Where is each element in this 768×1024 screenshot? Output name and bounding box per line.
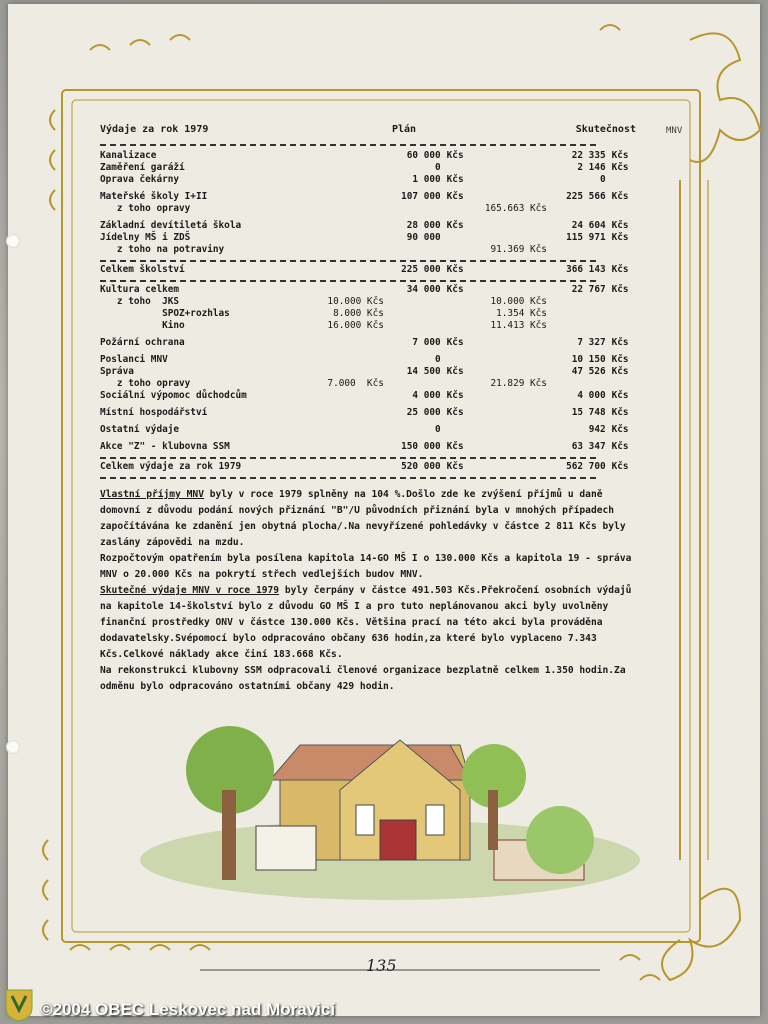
row-actual: 15 748 xyxy=(571,407,606,418)
paragraph-text: Na rekonstrukci klubovny SSM odpracovali členové organizace bezplatně celkem 1.350 hodin.Za odměnu bylo odpracováno ostatními občany 429 hodin. xyxy=(100,665,626,692)
row-plan: 107 000 xyxy=(401,191,441,202)
dashed-rule xyxy=(100,280,596,282)
row-sub-amount xyxy=(327,284,384,296)
row-sub-actual xyxy=(481,461,547,473)
table-row xyxy=(100,191,640,203)
row-actual-unit: Kčs xyxy=(611,150,629,161)
row-plan-unit xyxy=(441,203,481,215)
row-actual-unit xyxy=(606,203,640,215)
paragraph-text: Rozpočtovým opatřením byla posílena kapitola 14-GO MŠ I o 130.000 Kčs a kapitola 19 - správa MNV o 20.000 Kčs na pokrytí střech vedlejších budov MNV. xyxy=(100,553,632,580)
table-row xyxy=(100,174,640,186)
row-sub-amount: 10.000 Kčs xyxy=(327,296,384,307)
row-item: z toho opravy xyxy=(100,203,191,214)
row-plan-unit: Kčs xyxy=(446,191,464,202)
copyright-text: ©2004 OBEC Leskovec nad Moravicí xyxy=(40,1000,336,1019)
row-plan: 25 000 xyxy=(406,407,441,418)
header-actual: Skutečnost xyxy=(575,124,636,135)
row-sub-actual: 1.354 Kčs xyxy=(496,308,547,319)
row-sub-actual xyxy=(481,162,547,174)
paragraph-text: byly v roce 1979 splněny na 104 %.Došlo zde ke zvýšení příjmů u daně domovní z důvodu podání nových přiznání "B"/U původních přiznání byla v mnohých případech započítávána ke zdanění jen obytná plocha/.Na nevyřízené pohledávky v částce 2 811 Kčs byly zaslány zápovědi na mzdu. xyxy=(100,489,626,548)
paragraph-text: byly čerpány v částce 491.503 Kčs.Překročení osobních výdajů na kapitole 14-školství bylo z důvodu GO MŠ I a pro tuto neplánovanou akci byly uvolněny finanční prostředky ONV v částce 130.000 Kčs. Většina prací na této akci byla prováděna dodavatelsky.Svépomocí bylo odpracováno občany 636 hodin,za které bylo vyplaceno 7.343 Kčs.Celkové náklady akce činí 183.668 Kčs. xyxy=(100,585,632,660)
row-sub-actual xyxy=(481,390,547,402)
table-row xyxy=(100,354,640,366)
row-sub-actual xyxy=(481,337,547,349)
table-row xyxy=(100,203,640,215)
row-plan-unit: Kčs xyxy=(446,461,464,472)
row-actual-unit: Kčs xyxy=(611,366,629,377)
page-number: 135 xyxy=(366,956,397,975)
row-actual: 0 xyxy=(599,174,606,185)
row-item: Jídelny MŠ i ZDŠ xyxy=(100,232,191,243)
row-item: Místní hospodářství xyxy=(100,407,208,418)
row-sub-actual: 91.369 Kčs xyxy=(490,244,547,255)
row-plan-unit: Kčs xyxy=(446,174,464,185)
paragraph-lead: Vlastní příjmy MNV xyxy=(100,489,204,500)
paragraph-2 xyxy=(100,551,640,583)
table-row xyxy=(100,232,640,244)
row-actual-unit: Kčs xyxy=(611,232,629,243)
row-sub-actual xyxy=(481,407,547,419)
table-header xyxy=(100,124,640,136)
row-plan-unit: Kčs xyxy=(446,220,464,231)
row-plan: 520 000 xyxy=(401,461,441,472)
row-plan-unit: Kčs xyxy=(446,407,464,418)
row-actual: 225 566 xyxy=(566,191,606,202)
row-item: z toho na potraviny xyxy=(100,244,225,255)
table-row xyxy=(100,220,640,232)
row-item: Mateřské školy I+II xyxy=(100,191,208,202)
row-item: Kultura celkem xyxy=(100,284,180,295)
row-sub-amount xyxy=(327,337,384,349)
row-item: Zaměření garáží xyxy=(100,162,185,173)
row-actual-unit: Kčs xyxy=(611,264,629,275)
row-sub-actual xyxy=(481,366,547,378)
row-plan-unit: Kčs xyxy=(446,441,464,452)
row-actual: 7 327 xyxy=(577,337,606,348)
row-plan-unit: Kčs xyxy=(446,284,464,295)
row-actual xyxy=(547,296,606,308)
paragraph-lead: Skutečné výdaje MNV v roce 1979 xyxy=(100,585,280,596)
row-item: Správa xyxy=(100,366,134,377)
row-plan-unit: Kčs xyxy=(446,366,464,377)
row-sub-actual xyxy=(481,232,547,244)
row-actual-unit xyxy=(606,308,640,320)
row-plan-unit xyxy=(441,244,481,256)
row-plan xyxy=(384,244,441,256)
row-item: Kino xyxy=(100,320,185,331)
row-plan: 7 000 xyxy=(412,337,441,348)
row-plan-unit xyxy=(441,378,481,390)
row-actual-unit: Kčs xyxy=(611,354,629,365)
row-item: Oprava čekárny xyxy=(100,174,180,185)
row-sub-actual xyxy=(481,174,547,186)
row-plan xyxy=(384,203,441,215)
table-row xyxy=(100,308,640,320)
row-plan: 14 500 xyxy=(406,366,441,377)
row-plan-unit: Kčs xyxy=(446,390,464,401)
row-actual-unit: Kčs xyxy=(611,441,629,452)
row-sub-actual xyxy=(481,284,547,296)
row-actual-unit xyxy=(606,378,640,390)
row-plan: 1 000 xyxy=(412,174,441,185)
row-plan: 0 xyxy=(435,354,441,365)
row-sub-actual: 10.000 Kčs xyxy=(490,296,547,307)
row-item: Poslanci MNV xyxy=(100,354,168,365)
paragraph-4 xyxy=(100,663,640,695)
row-actual-unit: Kčs xyxy=(611,220,629,231)
row-actual: 22 767 xyxy=(571,284,606,295)
row-plan xyxy=(384,378,441,390)
row-plan: 28 000 xyxy=(406,220,441,231)
row-sub-amount xyxy=(327,174,384,186)
table-row xyxy=(100,162,640,174)
row-plan: 0 xyxy=(435,162,441,173)
row-actual-unit: Kčs xyxy=(611,284,629,295)
paragraph-3 xyxy=(100,583,640,663)
row-actual-unit: Kčs xyxy=(611,461,629,472)
row-item: Ostatní výdaje xyxy=(100,424,180,435)
row-sub-actual xyxy=(481,264,547,276)
row-sub-amount: 8.000 Kčs xyxy=(333,308,384,319)
row-actual: 366 143 xyxy=(566,264,606,275)
table-row xyxy=(100,461,640,473)
budget-table xyxy=(100,124,640,695)
row-sub-amount xyxy=(327,203,384,215)
row-sub-amount xyxy=(327,264,384,276)
row-plan-unit xyxy=(441,162,481,174)
row-actual: 63 347 xyxy=(571,441,606,452)
table-row xyxy=(100,320,640,332)
row-sub-actual: 11.413 Kčs xyxy=(490,320,547,331)
row-sub-actual xyxy=(481,441,547,453)
row-sub-amount xyxy=(327,424,384,436)
row-plan: 4 000 xyxy=(412,390,441,401)
table-row xyxy=(100,337,640,349)
table-row xyxy=(100,378,640,390)
row-plan xyxy=(384,308,441,320)
row-actual-unit xyxy=(606,174,640,186)
row-sub-amount: 16.000 Kčs xyxy=(327,320,384,331)
row-plan-unit xyxy=(441,232,481,244)
row-actual xyxy=(547,203,606,215)
coat-of-arms-icon xyxy=(4,988,34,1022)
row-actual-unit: Kčs xyxy=(611,407,629,418)
row-sub-actual xyxy=(481,424,547,436)
row-actual xyxy=(547,244,606,256)
row-actual: 22 335 xyxy=(571,150,606,161)
row-sub-actual: 21.829 Kčs xyxy=(490,378,547,389)
row-actual: 4 000 xyxy=(577,390,606,401)
dashed-rule xyxy=(100,477,596,479)
row-sub-amount: 7.000 Kčs xyxy=(327,378,384,389)
side-label: MNV xyxy=(666,126,683,136)
row-sub-amount xyxy=(327,162,384,174)
row-sub-amount xyxy=(327,150,384,162)
row-sub-amount xyxy=(327,461,384,473)
row-actual: 24 604 xyxy=(571,220,606,231)
row-item: SPOZ+rozhlas xyxy=(100,308,230,319)
row-actual: 2 146 xyxy=(577,162,606,173)
row-actual: 562 700 xyxy=(566,461,606,472)
row-plan: 34 000 xyxy=(406,284,441,295)
dashed-rule xyxy=(100,457,596,459)
row-item: Požární ochrana xyxy=(100,337,185,348)
table-row xyxy=(100,296,640,308)
header-title: Výdaje za rok 1979 xyxy=(100,124,209,135)
footer xyxy=(0,992,768,1024)
table-row xyxy=(100,244,640,256)
row-actual-unit: Kčs xyxy=(611,424,629,435)
row-actual-unit xyxy=(606,296,640,308)
row-plan: 150 000 xyxy=(401,441,441,452)
row-sub-amount xyxy=(327,441,384,453)
row-sub-amount xyxy=(327,354,384,366)
paragraph-1 xyxy=(100,487,640,551)
row-actual: 10 150 xyxy=(571,354,606,365)
row-sub-actual xyxy=(481,354,547,366)
row-actual xyxy=(547,308,606,320)
row-sub-amount xyxy=(327,232,384,244)
row-actual xyxy=(547,378,606,390)
row-plan-unit xyxy=(441,320,481,332)
row-actual-unit: Kčs xyxy=(611,390,629,401)
table-row xyxy=(100,150,640,162)
row-plan-unit xyxy=(441,296,481,308)
row-sub-actual xyxy=(481,150,547,162)
table-row xyxy=(100,390,640,402)
row-plan: 0 xyxy=(435,424,441,435)
row-item: z toho JKS xyxy=(100,296,180,307)
row-actual-unit: Kčs xyxy=(611,337,629,348)
row-sub-amount xyxy=(327,407,384,419)
row-actual-unit xyxy=(606,320,640,332)
row-item: Akce "Z" - klubovna SSM xyxy=(100,441,230,452)
table-row xyxy=(100,366,640,378)
row-plan-unit: Kčs xyxy=(446,264,464,275)
row-actual-unit: Kčs xyxy=(611,191,629,202)
row-plan xyxy=(384,320,441,332)
row-actual xyxy=(547,320,606,332)
dashed-rule xyxy=(100,260,596,262)
header-plan: Plán xyxy=(391,124,417,135)
row-sub-actual xyxy=(481,191,547,203)
row-plan-unit xyxy=(441,354,481,366)
row-sub-amount xyxy=(327,366,384,378)
row-item: z toho opravy xyxy=(100,378,191,389)
row-sub-actual: 165.663 Kčs xyxy=(484,203,547,214)
row-plan-unit xyxy=(441,308,481,320)
row-plan: 60 000 xyxy=(406,150,441,161)
row-sub-amount xyxy=(327,244,384,256)
row-sub-actual xyxy=(481,220,547,232)
row-item: Kanalizace xyxy=(100,150,157,161)
row-plan xyxy=(384,296,441,308)
row-actual: 47 526 xyxy=(571,366,606,377)
table-row xyxy=(100,284,640,296)
table-row xyxy=(100,264,640,276)
row-plan: 90 000 xyxy=(406,232,441,243)
table-row xyxy=(100,407,640,419)
table-row xyxy=(100,441,640,453)
building-illustration xyxy=(140,726,640,900)
row-sub-amount xyxy=(327,191,384,203)
row-item: Celkem školství xyxy=(100,264,185,275)
row-actual-unit: Kčs xyxy=(611,162,629,173)
row-item: Základní devítiletá škola xyxy=(100,220,242,231)
row-plan-unit: Kčs xyxy=(446,150,464,161)
text-body xyxy=(100,487,640,695)
row-actual-unit xyxy=(606,244,640,256)
row-plan-unit xyxy=(441,424,481,436)
row-item: Sociální výpomoc důchodcům xyxy=(100,390,247,401)
row-actual: 115 971 xyxy=(566,232,606,243)
row-plan-unit: Kčs xyxy=(446,337,464,348)
row-plan: 225 000 xyxy=(401,264,441,275)
row-sub-amount xyxy=(327,390,384,402)
row-actual: 942 xyxy=(588,424,606,435)
table-rows xyxy=(100,150,640,479)
row-sub-amount xyxy=(327,220,384,232)
table-row xyxy=(100,424,640,436)
row-item: Celkem výdaje za rok 1979 xyxy=(100,461,242,472)
